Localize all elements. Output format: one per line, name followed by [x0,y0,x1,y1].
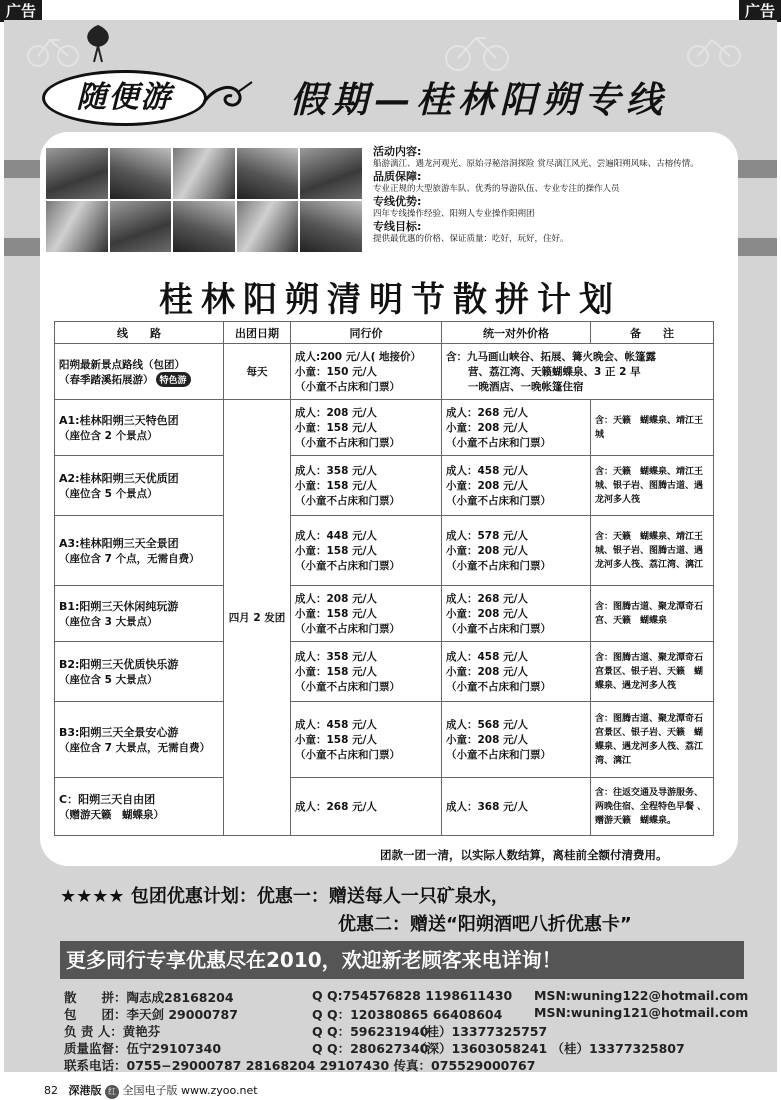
retail-cell [442,400,591,456]
contact-row [64,988,754,1006]
headline: 假期—桂林阳朔专线 [290,79,669,121]
contact-extra: （深）13603058241 （桂）13377325807 [414,1041,685,1056]
contact-row [64,1056,754,1074]
col-header-date: 出团日期 [224,322,291,344]
edition-circle-icon: 红 [105,1085,119,1099]
logo-tail-icon [202,78,254,118]
retail-line: 小童：208 元/人 [446,422,528,434]
route-detail: （座位含 3 大景点） [59,616,158,628]
retail-line: 小童：208 元/人 [446,545,528,557]
edition-label: 深港版 [68,1084,102,1097]
photo-tile [173,201,235,252]
photo-tile [110,148,172,199]
photo-tile [110,201,172,252]
note-cell: 含：往返交通及导游服务、两晚住宿、全程特色早餐 、赠游天籁 蝴蝶泉。 [591,778,714,836]
photo-tile [237,148,299,199]
retail-cell [442,702,591,778]
table-header-row [55,322,714,344]
page-footer [44,1082,258,1099]
retail-cell [442,778,591,836]
price-line: 成人：268 元/人 [295,801,377,813]
price-line: 小童：158 元/人 [295,608,377,620]
retail-cell [442,344,714,400]
contact-row [64,1039,754,1057]
price-line: 小童：158 元/人 [295,480,377,492]
photo-tile [300,148,362,199]
price-cell [291,516,442,586]
info-heading: 活动内容: [373,145,422,158]
price-line: （小童不占床和门票） [295,681,400,693]
contact-qq: Q Q:754576828 1198611430 [312,988,513,1003]
col-header-trade-price: 同行价 [291,322,442,344]
price-cell [291,344,442,400]
price-line: 成人：448 元/人 [295,530,377,542]
route-detail: （座位含 7 大景点，无需自费） [59,742,211,754]
table-row [55,456,714,516]
ad-tag-left: 广告 [0,0,42,22]
note-cell: 含：天籁 蝴蝶泉、靖江王城、银子岩、图腾古道、遇龙河多人筏 [591,456,714,516]
contact-name: 包 团：李天剑 29000787 [64,1007,238,1022]
special-badge: 特色游 [156,372,191,387]
retail-line: 成人：578 元/人 [446,530,528,542]
route-cell [55,702,224,778]
route-detail: （座位含 7 个点，无需自费） [59,553,200,565]
info-heading: 专线目标: [373,220,422,233]
price-line: （小童不占床和门票） [295,381,400,393]
retail-cell [442,456,591,516]
route-name: A2:桂林阳朔三天优质团 [59,472,179,485]
price-line: 成人：358 元/人 [295,465,377,477]
payment-note: 团款一团一清，以实际人数结算，离桂前全额付清费用。 [380,848,668,862]
route-cell [55,344,224,400]
price-cell [291,778,442,836]
scenery-photo-grid [46,148,362,252]
table-row [55,344,714,400]
retail-line: （小童不占床和门票） [446,437,551,449]
route-cell [55,456,224,516]
note-cell: 含：图腾古道、聚龙潭奇石宫、天籁 蝴蝶泉 [591,586,714,642]
route-name: 阳朔最新景点路线（包团） [59,358,185,371]
col-header-route: 线 路 [55,322,224,344]
route-name: B1:阳朔三天休闲纯玩游 [59,600,179,613]
page-number: 82 [44,1084,58,1097]
route-detail: （座位含 5 大景点） [59,674,158,686]
table-row [55,516,714,586]
contact-extra: （桂）13377325757 [414,1024,548,1039]
price-line: 小童：158 元/人 [295,666,377,678]
retail-cell [442,586,591,642]
contact-row [64,1005,754,1023]
info-heading: 品质保障: [373,170,422,183]
photo-tile [237,201,299,252]
logo-text: 随便游 [42,70,207,126]
contact-name: 散 拼：陶志成28168204 [64,990,234,1005]
price-line: （小童不占床和门票） [295,437,400,449]
col-header-note: 备 注 [591,322,714,344]
retail-line: 成人：568 元/人 [446,719,528,731]
retail-line: （小童不占床和门票） [446,560,551,572]
contact-phone: 联系电话：0755−29000787 28168204 29107430 传真：075529000767 [64,1058,536,1073]
price-line: 成人：208 元/人 [295,407,377,419]
brand-logo [42,70,252,140]
route-detail: （座位含 2 个景点） [59,430,158,442]
price-line: 成人：458 元/人 [295,719,377,731]
promo-line-2: 优惠二：赠送“阳朔酒吧八折优惠卡” [338,914,632,935]
table-row [55,778,714,836]
price-line: （小童不占床和门票） [295,623,400,635]
table-row [55,586,714,642]
retail-line: 成人：368 元/人 [446,801,528,813]
info-text: 专业正规的大型旅游车队、优秀的导游队伍、专业专注的操作人员 [373,184,620,194]
retail-line: 小童：208 元/人 [446,480,528,492]
route-name: B3:阳朔三天全景安心游 [59,726,179,739]
price-line: （小童不占床和门票） [295,495,400,507]
info-text: 船游漓江、遇龙河观光、原始寻秘溶洞探险 赏尽漓江风光、尝遍阳朔风味、古榕传情。 [373,159,699,169]
info-block [373,145,743,245]
route-detail: （座位含 5 个景点） [59,488,158,500]
star-icon: ★★★★ [60,886,125,907]
note-cell: 含：天籁 蝴蝶泉、靖江王城 [591,400,714,456]
price-cell [291,642,442,702]
plan-title: 桂林阳朔清明节散拼计划 [159,280,621,320]
swirl-ornament-icon [80,24,116,64]
price-line: 成人:200 元/人( 地接价） [295,351,422,363]
table-row [55,702,714,778]
site-link[interactable]: 全国电子版 www.zyoo.net [122,1084,258,1097]
retail-line: 成人：268 元/人 [446,407,528,419]
bicycle-pattern-icon [8,26,773,76]
info-text: 四年专线操作经验、阳朔人专业操作阳朔团 [373,209,535,219]
route-detail: （赠游天籁 蝴蝶泉） [59,809,164,821]
contact-qq: Q Q：596231940 [312,1024,429,1039]
photo-tile [46,148,108,199]
promo-banner: 更多同行专享优惠尽在2010，欢迎新老顾客来电详询！ [60,941,744,979]
retail-line: 成人：458 元/人 [446,465,528,477]
retail-line: 小童：208 元/人 [446,734,528,746]
col-header-retail-price: 统一对外价格 [442,322,591,344]
retail-cell [442,516,591,586]
route-cell [55,642,224,702]
date-cell: 四月 2 发团 [224,400,291,836]
ad-tag-right: 广告 [739,0,781,22]
route-cell [55,586,224,642]
price-line: 小童：158 元/人 [295,422,377,434]
retail-line: 营、荔江湾、天籁蝴蝶泉、3 正 2 早 [468,366,641,378]
retail-cell [442,642,591,702]
retail-line: 小童：208 元/人 [446,608,528,620]
retail-line: 含：九马画山峡谷、拓展、篝火晚会、帐篷露 [446,351,656,363]
price-line: 小童：150 元/人 [295,366,377,378]
price-line: 成人：358 元/人 [295,651,377,663]
note-cell: 含：图腾古道、聚龙潭奇石宫景区、银子岩、天籁 蝴蝶泉、遇龙河多人筏、荔江湾、漓江 [591,702,714,778]
route-name: C：阳朔三天自由团 [59,793,156,806]
price-line: （小童不占床和门票） [295,560,400,572]
price-cell [291,702,442,778]
price-line: 小童：158 元/人 [295,734,377,746]
contact-extra: MSN:wuning121@hotmail.com [534,1005,749,1020]
retail-line: （小童不占床和门票） [446,681,551,693]
route-name: B2:阳朔三天优质快乐游 [59,658,179,671]
info-heading: 专线优势: [373,195,422,208]
promo-text: 包团优惠计划：优惠一：赠送每人一只矿泉水， [130,886,509,907]
contact-name: 质量监督：伍宁29107340 [64,1041,222,1056]
price-cell [291,586,442,642]
note-cell: 含：图腾古道、聚龙潭奇石宫景区、银子岩、天籁 蝴蝶泉、遇龙河多人筏 [591,642,714,702]
route-name: A1:桂林阳朔三天特色团 [59,414,179,427]
retail-line: 成人：458 元/人 [446,651,528,663]
retail-line: （小童不占床和门票） [446,495,551,507]
contact-qq: Q Q：280627340 [312,1041,429,1056]
note-cell: 含：天籁 蝴蝶泉、靖江王城、银子岩、图腾古道、遇龙河多人筏、荔江湾、漓江 [591,516,714,586]
price-line: 成人：208 元/人 [295,593,377,605]
table-row [55,400,714,456]
route-name: A3:桂林阳朔三天全景团 [59,537,179,550]
contact-name: 负 责 人：黄艳芬 [64,1024,161,1039]
retail-line: 成人：268 元/人 [446,593,528,605]
retail-line: （小童不占床和门票） [446,623,551,635]
route-detail: （春季踏溪拓展游） [59,373,154,386]
photo-tile [173,148,235,199]
price-line: 小童：158 元/人 [295,545,377,557]
price-cell [291,456,442,516]
price-line: （小童不占床和门票） [295,749,400,761]
contact-row [64,1022,754,1040]
contact-extra: MSN:wuning122@hotmail.com [534,988,749,1003]
route-cell [55,778,224,836]
route-cell [55,516,224,586]
retail-line: 小童：208 元/人 [446,666,528,678]
photo-tile [300,201,362,252]
route-cell [55,400,224,456]
promo-line-1 [60,882,509,908]
schedule-table [54,321,714,836]
price-cell [291,400,442,456]
table-row [55,642,714,702]
retail-line: 一晚酒店、一晚帐篷住宿 [468,381,584,393]
photo-tile [46,201,108,252]
contact-qq: Q Q：120380865 66408604 [312,1007,503,1022]
retail-line: （小童不占床和门票） [446,749,551,761]
info-text: 提供最优惠的价格、保证质量：吃好，玩好，住好。 [373,234,569,244]
date-cell: 每天 [224,344,291,400]
